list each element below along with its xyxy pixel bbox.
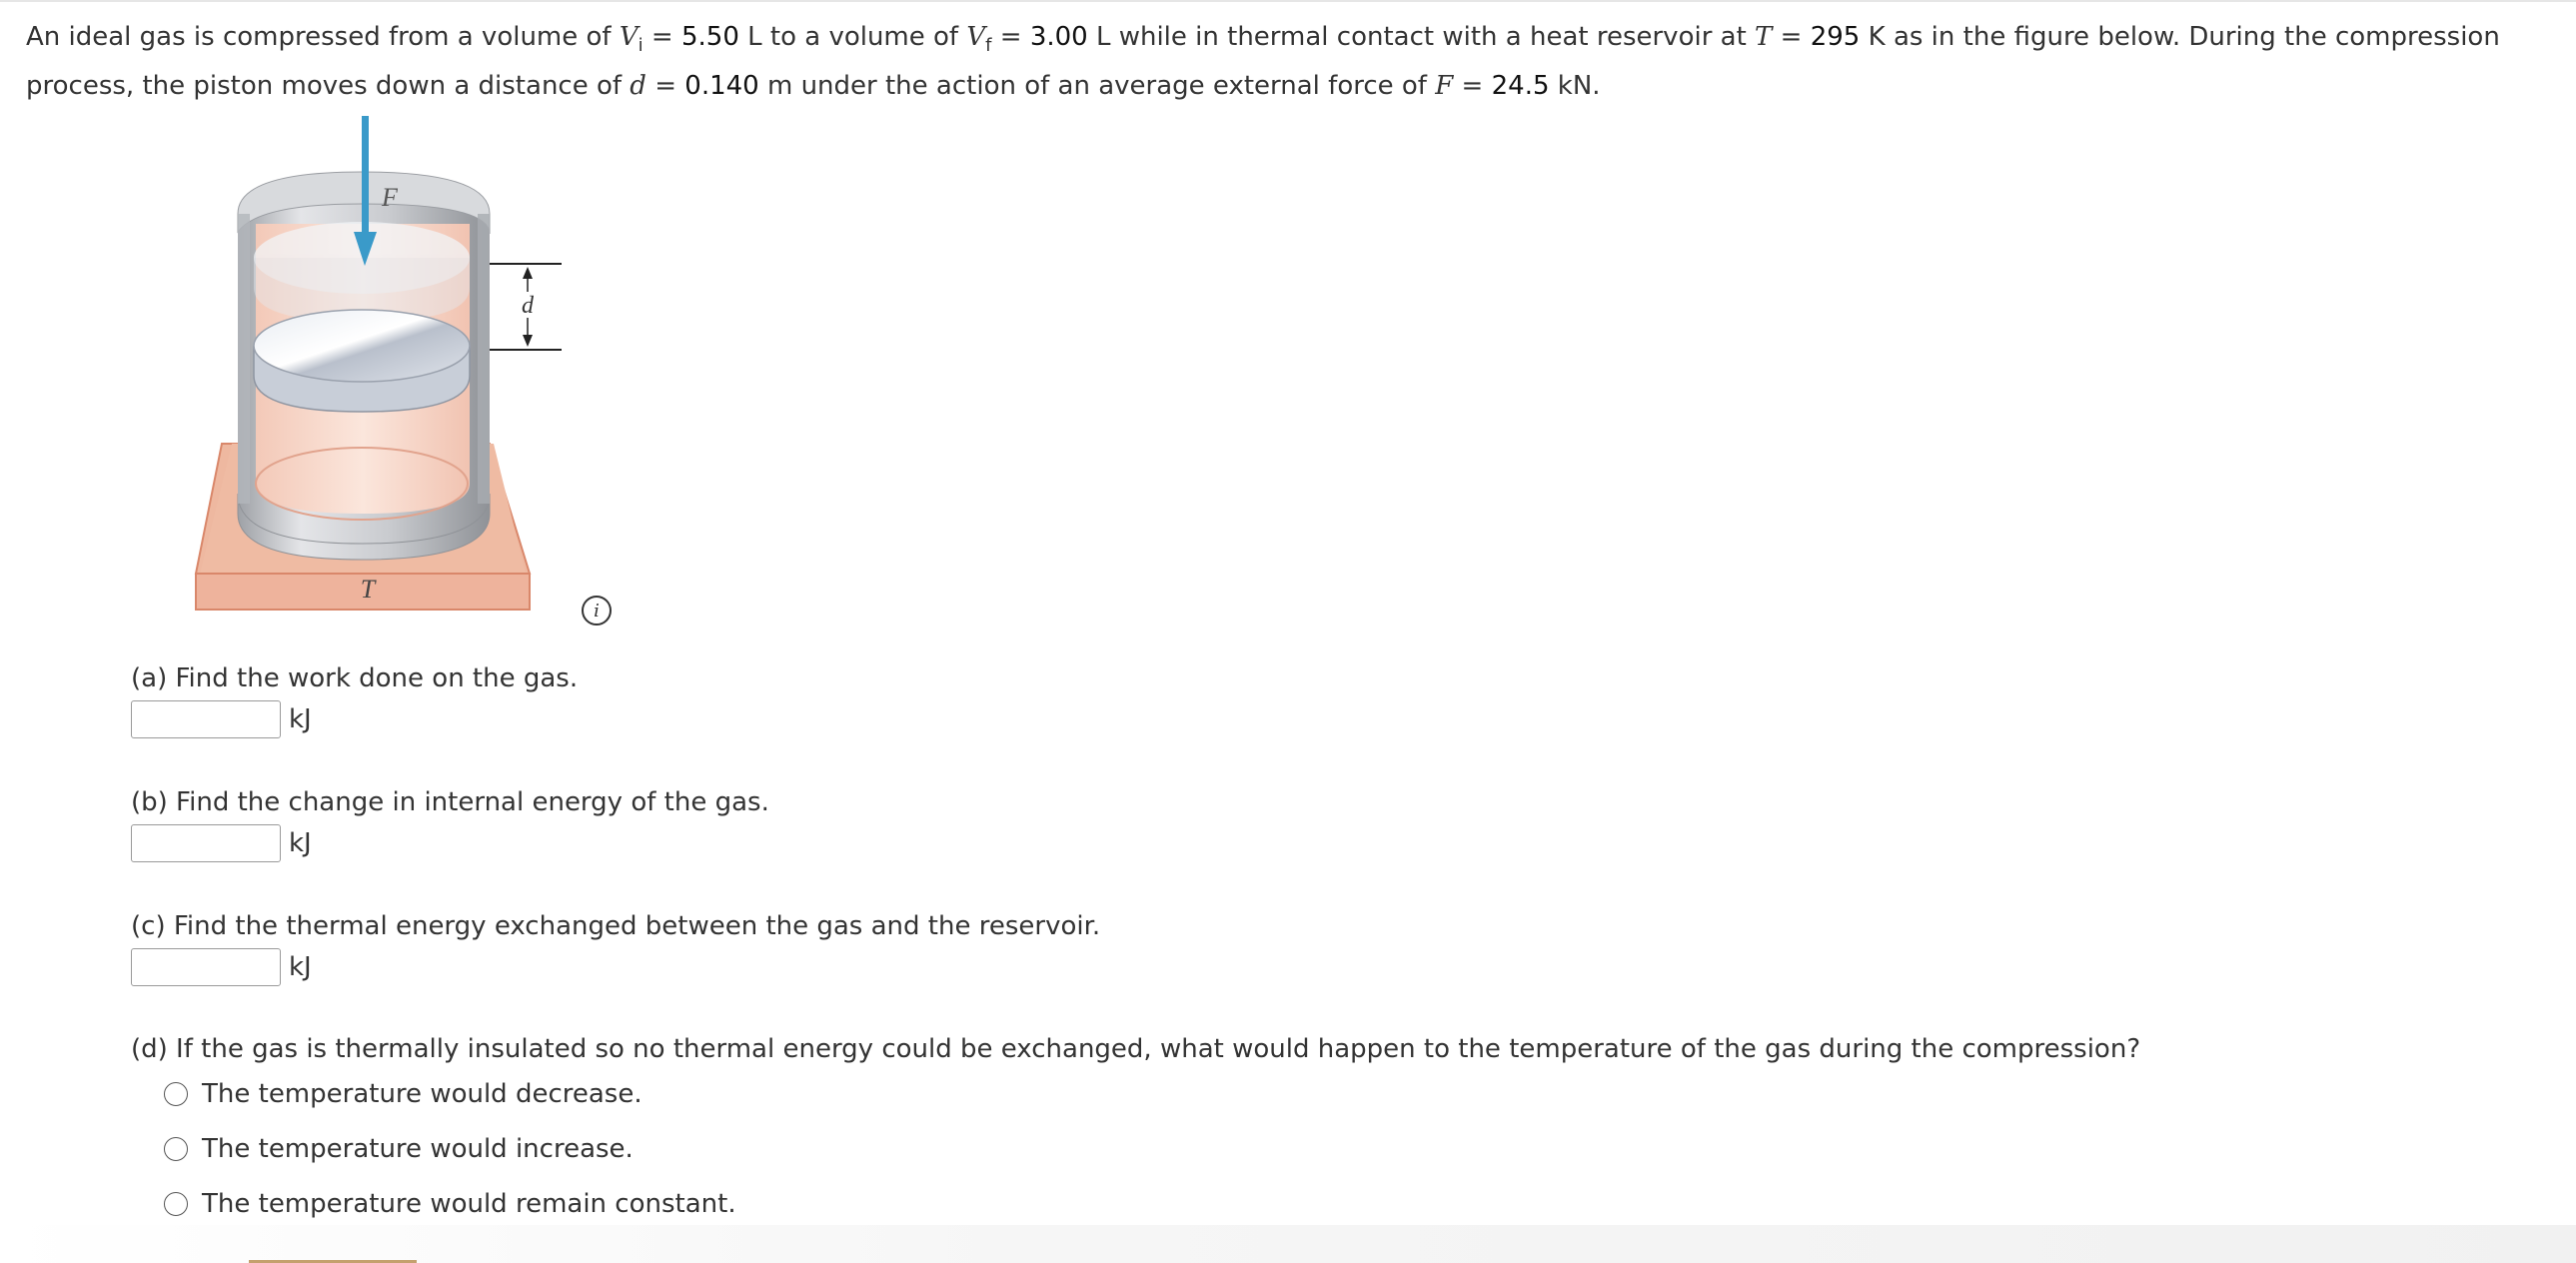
initial-volume-value: 5.50 [680, 22, 739, 52]
option-increase-label: The temperature would increase. [202, 1133, 634, 1164]
question-d-options [131, 1066, 2140, 1231]
question-d-text: (d) If the gas is thermally insulated so no thermal energy could be exchanged, what would happen to the temperature of the gas during the compression? [131, 1034, 2141, 1064]
radio-increase[interactable] [164, 1137, 188, 1161]
radio-decrease[interactable] [164, 1082, 188, 1106]
answer-c-input[interactable] [131, 948, 281, 986]
question-a-text: (a) Find the work done on the gas. [131, 663, 579, 693]
answer-a-unit: kJ [289, 704, 312, 734]
question-c-text: (c) Find the thermal energy exchanged between the gas and the reservoir. [131, 911, 1101, 941]
piston [254, 310, 470, 412]
question-b-text: (b) Find the change in internal energy of the gas. [131, 787, 769, 817]
question-a [131, 661, 578, 738]
distance-label: d [522, 293, 534, 319]
option-constant[interactable] [131, 1176, 2140, 1231]
answer-b-unit: kJ [289, 828, 312, 858]
bottom-toolbar-fade [0, 1225, 2576, 1263]
force-label: F [382, 183, 398, 212]
question-c [131, 909, 1100, 986]
distance-value: 0.140 [684, 71, 759, 101]
radio-constant[interactable] [164, 1192, 188, 1216]
option-decrease[interactable] [131, 1066, 2140, 1121]
info-icon[interactable]: i [582, 596, 612, 626]
option-decrease-label: The temperature would decrease. [202, 1078, 643, 1109]
answer-c-unit: kJ [289, 952, 312, 982]
option-increase[interactable] [131, 1121, 2140, 1176]
temperature-value: 295 [1810, 22, 1861, 52]
problem-statement: An ideal gas is compressed from a volume of $V_i = 5.50$ L to a volume of $V_f = 3.00$ L while in thermal contact with a heat reservoir at T = 295 K as in the figure below. During the compression process, the piston moves down a distance of d = 0.140 m under the action of an average external force of F = 24.5 kN. [26, 22, 2500, 101]
question-d [131, 1032, 2140, 1231]
top-divider [0, 0, 2576, 2]
piston-cylinder-figure [190, 114, 570, 614]
final-volume-value: 3.00 [1029, 22, 1088, 52]
temperature-label: T [360, 575, 376, 604]
question-b [131, 785, 769, 862]
option-constant-label: The temperature would remain constant. [202, 1188, 736, 1219]
answer-a-input[interactable] [131, 700, 281, 738]
answer-b-input[interactable] [131, 824, 281, 862]
force-value: 24.5 [1491, 71, 1550, 101]
